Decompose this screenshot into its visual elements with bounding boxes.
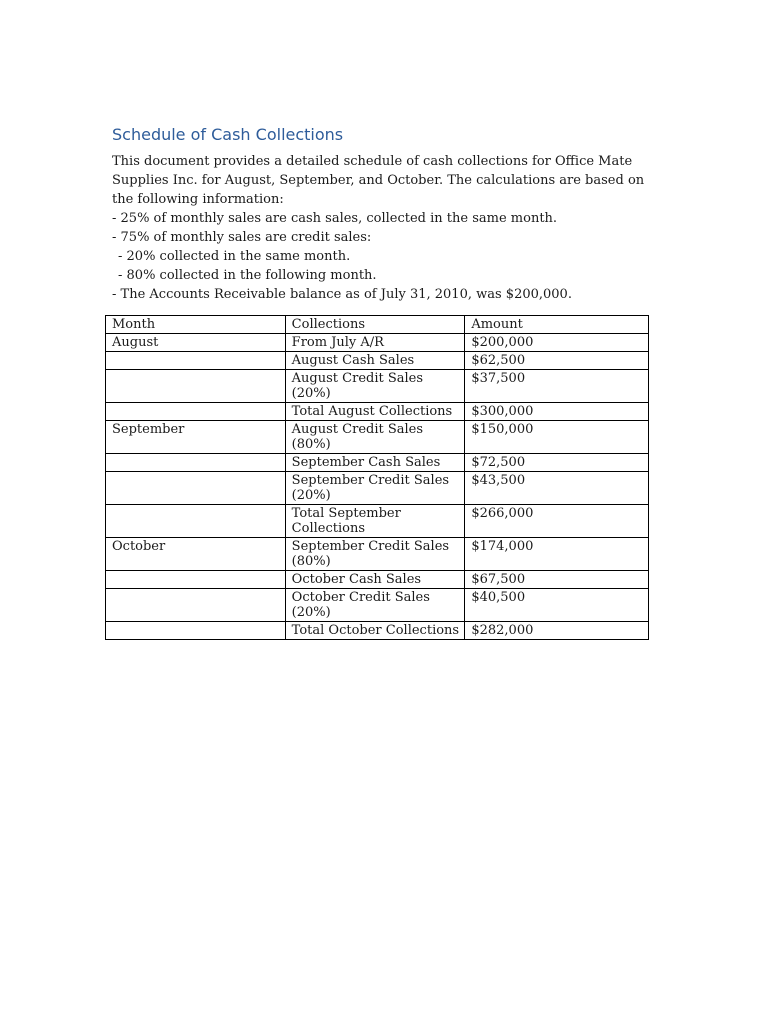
cell-collections: From July A/R <box>285 334 465 352</box>
table-header-row <box>106 316 649 334</box>
cell-month <box>106 589 286 622</box>
list-item: - The Accounts Receivable balance as of July 31, 2010, was $200,000. <box>112 287 572 302</box>
list-item: - 20% collected in the same month. <box>118 249 351 264</box>
document-body <box>112 124 652 304</box>
cell-collections: August Credit Sales (20%) <box>285 370 465 403</box>
cell-month <box>106 571 286 589</box>
table-row <box>106 571 649 589</box>
cell-amount: $200,000 <box>465 334 649 352</box>
cell-collections: September Credit Sales (20%) <box>285 472 465 505</box>
assumptions-list <box>112 209 652 304</box>
list-item: - 80% collected in the following month. <box>118 268 377 283</box>
cell-amount: $174,000 <box>465 538 649 571</box>
cell-month <box>106 352 286 370</box>
cell-collections: August Credit Sales (80%) <box>285 421 465 454</box>
cell-month: August <box>106 334 286 352</box>
cell-amount: $266,000 <box>465 505 649 538</box>
cell-collections: September Cash Sales <box>285 454 465 472</box>
cell-amount: $72,500 <box>465 454 649 472</box>
cell-collections: Total August Collections <box>285 403 465 421</box>
cell-collections: Total October Collections <box>285 622 465 640</box>
cell-amount: $37,500 <box>465 370 649 403</box>
cell-month <box>106 403 286 421</box>
list-item: - 75% of monthly sales are credit sales: <box>112 230 372 245</box>
table-row <box>106 370 649 403</box>
cash-collections-table <box>105 315 649 640</box>
list-item: - 25% of monthly sales are cash sales, collected in the same month. <box>112 211 558 226</box>
table-row <box>106 334 649 352</box>
cell-month <box>106 454 286 472</box>
cell-amount: $43,500 <box>465 472 649 505</box>
cell-amount: $67,500 <box>465 571 649 589</box>
table-row <box>106 472 649 505</box>
cell-amount: $282,000 <box>465 622 649 640</box>
cell-collections: September Credit Sales (80%) <box>285 538 465 571</box>
table-row <box>106 538 649 571</box>
cell-collections: October Cash Sales <box>285 571 465 589</box>
cell-collections: October Credit Sales (20%) <box>285 589 465 622</box>
cell-month <box>106 370 286 403</box>
intro-paragraph: This document provides a detailed schedule of cash collections for Office Mate Supplies Inc. for August, September, and October. The calculations are based on the following information: <box>112 154 645 207</box>
cell-collections: August Cash Sales <box>285 352 465 370</box>
table-row <box>106 622 649 640</box>
cell-collections: Total September Collections <box>285 505 465 538</box>
table-row <box>106 589 649 622</box>
cell-month <box>106 622 286 640</box>
cell-amount: $150,000 <box>465 421 649 454</box>
header-collections: Collections <box>285 316 465 334</box>
cell-amount: $300,000 <box>465 403 649 421</box>
header-month: Month <box>106 316 286 334</box>
document-title: Schedule of Cash Collections <box>112 125 344 144</box>
cell-month <box>106 472 286 505</box>
table-row <box>106 505 649 538</box>
table-row <box>106 421 649 454</box>
cell-month <box>106 505 286 538</box>
cell-month: September <box>106 421 286 454</box>
cell-month: October <box>106 538 286 571</box>
cell-amount: $40,500 <box>465 589 649 622</box>
table-row <box>106 352 649 370</box>
header-amount: Amount <box>465 316 649 334</box>
table-row <box>106 403 649 421</box>
table-row <box>106 454 649 472</box>
cell-amount: $62,500 <box>465 352 649 370</box>
